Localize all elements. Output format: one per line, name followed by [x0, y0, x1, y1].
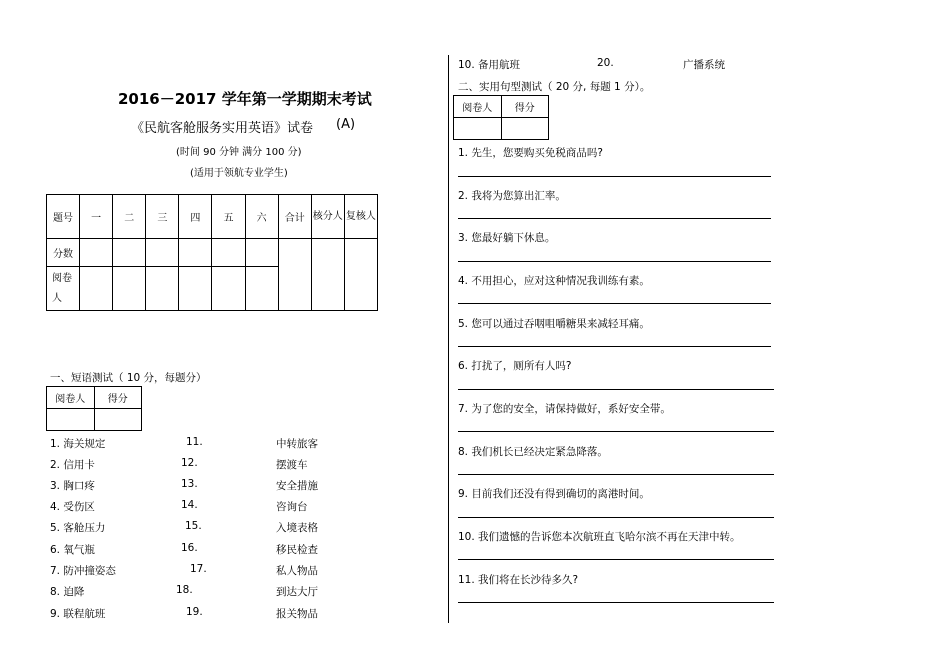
section2-grader-table [453, 95, 549, 140]
answer-line[interactable] [458, 517, 774, 518]
header-rechecker: 复核人 [344, 195, 377, 239]
question-2: 2. 我将为您算出汇率。 [458, 190, 566, 202]
phrase-item-number: 18. [176, 584, 193, 596]
phrase-item: 3. 胸口疼 [50, 480, 95, 492]
grader-label: 阅卷人 [47, 387, 95, 409]
reviewer-cell[interactable] [179, 267, 212, 311]
score-cell[interactable] [146, 239, 179, 267]
header-section-2: 二 [113, 195, 146, 239]
phrase-item: 4. 受伤区 [50, 501, 95, 513]
exam-title: 2016－2017 学年第一学期期末考试 [118, 90, 372, 108]
question-1: 1. 先生，您要购买免税商品吗? [458, 147, 603, 159]
rechecker-cell[interactable] [344, 239, 377, 311]
time-info: (时间 90 分钟 满分 100 分) [176, 147, 302, 158]
phrase-item: 1. 海关规定 [50, 438, 106, 450]
header-section-4: 四 [179, 195, 212, 239]
answer-line[interactable] [458, 389, 774, 390]
grader-label: 阅卷人 [454, 96, 502, 118]
phrase-item: 8. 迫降 [50, 586, 85, 598]
phrase-item-term: 入境表格 [276, 522, 318, 534]
reviewer-cell[interactable] [212, 267, 245, 311]
score-cell[interactable] [212, 239, 245, 267]
phrase-item-term: 报关物品 [276, 608, 318, 620]
answer-line[interactable] [458, 176, 771, 177]
phrase-item-term: 广播系统 [683, 59, 725, 71]
answer-line[interactable] [458, 474, 774, 475]
phrase-item: 10. 备用航班 [458, 59, 521, 71]
section1-heading: 一、短语测试（ 10 分，每题分） [50, 372, 207, 384]
phrase-item-number: 15. [185, 520, 202, 532]
question-5: 5. 您可以通过吞咽咀嚼糖果来减轻耳痛。 [458, 318, 650, 330]
phrase-item-number: 19. [186, 606, 203, 618]
question-6: 6. 打扰了，厕所有人吗? [458, 360, 572, 372]
phrase-item-number: 11. [186, 436, 203, 448]
reviewer-cell[interactable] [80, 267, 113, 311]
reviewer-cell[interactable] [146, 267, 179, 311]
header-section-5: 五 [212, 195, 245, 239]
question-11: 11. 我们将在长沙待多久? [458, 574, 579, 586]
answer-line[interactable] [458, 303, 771, 304]
question-4: 4. 不用担心，应对这种情况我训练有素。 [458, 275, 650, 287]
phrase-item: 5. 客舱压力 [50, 522, 106, 534]
header-total: 合计 [278, 195, 311, 239]
phrase-item-term: 到达大厅 [276, 586, 318, 598]
paper-version: (A) [336, 117, 356, 132]
phrase-item-term: 摆渡车 [276, 459, 308, 471]
header-section-1: 一 [80, 195, 113, 239]
phrase-item-number: 20. [597, 57, 614, 69]
phrase-item-term: 移民检查 [276, 544, 318, 556]
phrase-item-term: 咨询台 [276, 501, 308, 513]
score-label: 得分 [501, 96, 549, 118]
score-cell[interactable] [113, 239, 146, 267]
phrase-item: 2. 信用卡 [50, 459, 95, 471]
reviewer-cell[interactable] [245, 267, 278, 311]
section1-grader-table [46, 386, 142, 431]
phrase-item: 9. 联程航班 [50, 608, 106, 620]
answer-line[interactable] [458, 218, 771, 219]
question-7: 7. 为了您的安全，请保持做好，系好安全带。 [458, 403, 671, 415]
section2-heading: 二、实用句型测试（ 20 分, 每题 1 分）。 [458, 81, 651, 93]
score-cell[interactable] [179, 239, 212, 267]
grader-cell[interactable] [454, 118, 502, 140]
score-cell[interactable] [245, 239, 278, 267]
column-divider [448, 55, 449, 623]
question-9: 9. 目前我们还没有得到确切的离港时间。 [458, 488, 650, 500]
phrase-item-number: 12. [181, 457, 198, 469]
reviewer-cell[interactable] [113, 267, 146, 311]
phrase-item-number: 16. [181, 542, 198, 554]
answer-line[interactable] [458, 346, 771, 347]
header-checker: 核分人 [311, 195, 344, 239]
header-question-number: 题号 [47, 195, 80, 239]
phrase-item: 6. 氧气瓶 [50, 544, 95, 556]
question-10: 10. 我们遗憾的告诉您本次航班直飞哈尔滨不再在天津中转。 [458, 531, 741, 543]
phrase-item-number: 14. [181, 499, 198, 511]
score-label: 得分 [94, 387, 142, 409]
score-cell[interactable] [94, 409, 142, 431]
header-section-3: 三 [146, 195, 179, 239]
header-section-6: 六 [245, 195, 278, 239]
phrase-item: 7. 防冲撞姿态 [50, 565, 116, 577]
question-8: 8. 我们机长已经决定紧急降落。 [458, 446, 608, 458]
total-cell[interactable] [278, 239, 311, 311]
phrase-item-number: 17. [190, 563, 207, 575]
phrase-item-term: 安全措施 [276, 480, 318, 492]
row-label-score: 分数 [47, 239, 80, 267]
phrase-item-term: 私人物品 [276, 565, 318, 577]
answer-line[interactable] [458, 431, 774, 432]
applicable-info: (适用于领航专业学生) [190, 168, 288, 179]
grader-cell[interactable] [47, 409, 95, 431]
answer-line[interactable] [458, 261, 771, 262]
phrase-item-number: 13. [181, 478, 198, 490]
checker-cell[interactable] [311, 239, 344, 311]
score-table [46, 194, 378, 311]
answer-line[interactable] [458, 559, 774, 560]
answer-line[interactable] [458, 602, 774, 603]
exam-subtitle: 《民航客舱服务实用英语》试卷 [131, 121, 314, 136]
row-label-reviewer: 阅卷人 [47, 267, 80, 311]
score-cell[interactable] [80, 239, 113, 267]
phrase-item-term: 中转旅客 [276, 438, 318, 450]
question-3: 3. 您最好躺下休息。 [458, 232, 556, 244]
score-cell[interactable] [501, 118, 549, 140]
